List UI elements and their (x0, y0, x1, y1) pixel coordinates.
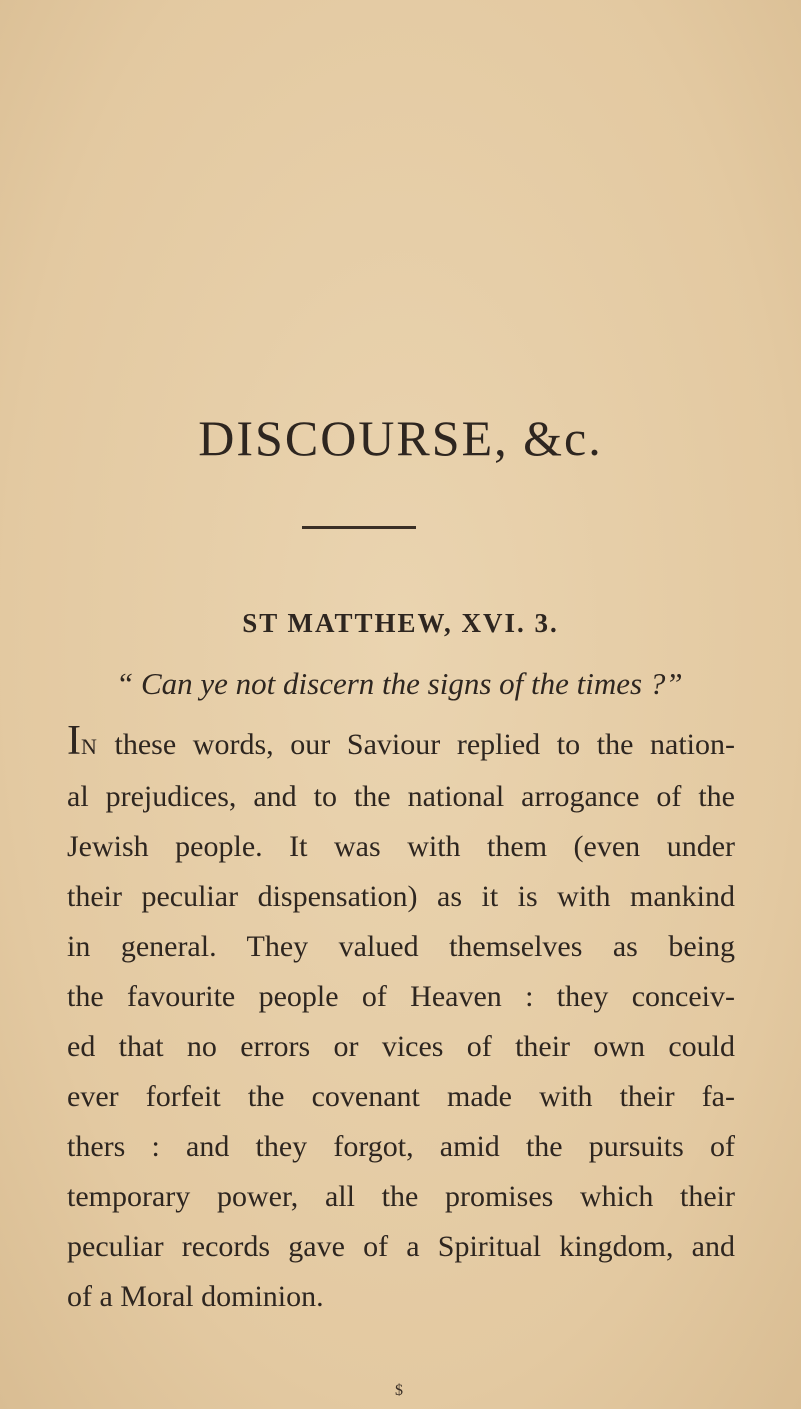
signature-mark: $ (395, 1382, 403, 1399)
body-line: thers : and they forgot, amid the pursuits of (67, 1130, 735, 1163)
page-title: DISCOURSE, &c. (198, 410, 603, 466)
body-line: al prejudices, and to the national arrogance of the (67, 780, 735, 813)
body-line: in general. They valued themselves as being (67, 930, 735, 963)
scripture-quote: “ Can ye not discern the signs of the times ?” (116, 666, 683, 701)
body-line: peculiar records gave of a Spiritual kingdom, and (67, 1230, 735, 1263)
small-caps: N (81, 734, 98, 759)
body-line: ed that no errors or vices of their own could (67, 1030, 735, 1063)
body-paragraph (67, 720, 735, 1322)
body-line: their peculiar dispensation) as it is with mankind (67, 880, 735, 913)
body-line: temporary power, all the promises which their (67, 1180, 735, 1213)
title-rule (302, 526, 416, 529)
body-line: Jewish people. It was with them (even under (67, 830, 735, 863)
body-line: the favourite people of Heaven : they conceiv- (67, 980, 735, 1013)
body-line: IN these words, our Saviour replied to the nation- (67, 718, 735, 764)
scripture-reference: ST MATTHEW, XVI. 3. (242, 608, 559, 638)
body-line: ever forfeit the covenant made with their fa- (67, 1080, 735, 1113)
body-line: of a Moral dominion. (67, 1280, 324, 1313)
drop-cap: I (67, 718, 81, 764)
